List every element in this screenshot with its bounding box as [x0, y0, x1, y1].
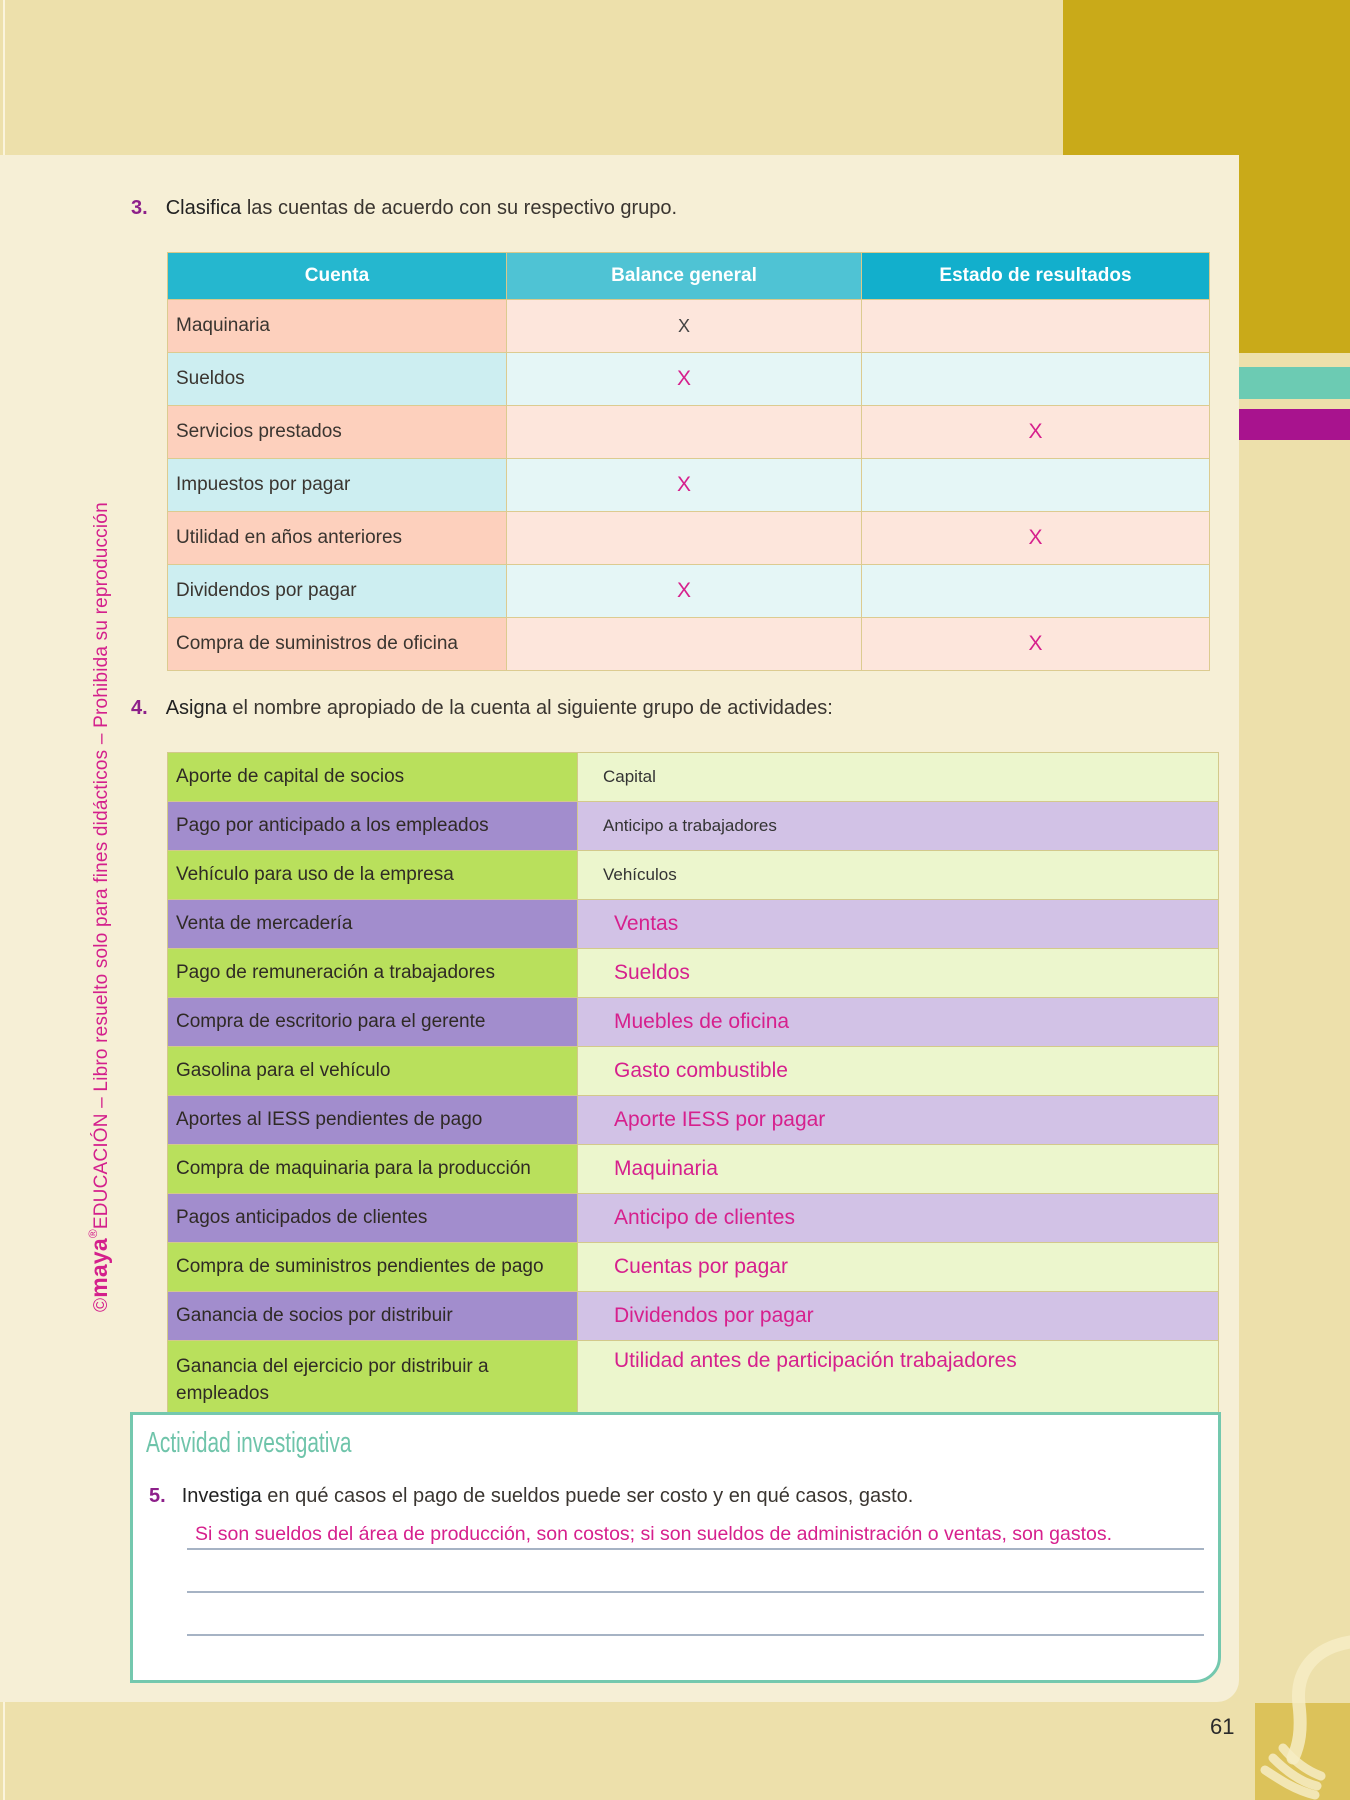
- account-assignment-table: [167, 752, 1219, 1419]
- estado-resultados-cell[interactable]: [862, 459, 1210, 512]
- balance-general-cell[interactable]: X: [507, 353, 862, 406]
- balance-general-cell[interactable]: X: [507, 300, 862, 353]
- estado-resultados-cell[interactable]: [862, 300, 1210, 353]
- activity-cell: Ganancia del ejercicio por distribuir a empleados: [168, 1341, 578, 1419]
- lightbulb-icon: [1255, 1630, 1350, 1800]
- magenta-tab: [1239, 409, 1350, 440]
- table-row: [168, 851, 1219, 900]
- table-row: [168, 998, 1219, 1047]
- table-header-row: [168, 253, 1210, 300]
- account-name-cell[interactable]: Aporte IESS por pagar: [578, 1096, 1219, 1145]
- table-row: [168, 1047, 1219, 1096]
- exercise-number: 3.: [131, 197, 148, 219]
- page-number: 61: [1210, 1714, 1235, 1739]
- account-name-cell[interactable]: Muebles de oficina: [578, 998, 1219, 1047]
- cuenta-cell: Impuestos por pagar: [168, 459, 507, 512]
- exercise-number: 4.: [131, 697, 148, 719]
- teal-tab: [1239, 367, 1350, 399]
- cuenta-cell: Dividendos por pagar: [168, 565, 507, 618]
- activity-cell: Pago por anticipado a los empleados: [168, 802, 578, 851]
- account-name-cell[interactable]: Utilidad antes de participación trabajadores: [578, 1341, 1219, 1419]
- estado-resultados-cell[interactable]: X: [862, 618, 1210, 671]
- table-row: [168, 1341, 1219, 1419]
- balance-general-cell[interactable]: [507, 406, 862, 459]
- brand-logo: maya: [86, 1238, 112, 1298]
- activity-cell: Venta de mercadería: [168, 900, 578, 949]
- table-row: [168, 1194, 1219, 1243]
- estado-resultados-cell[interactable]: [862, 565, 1210, 618]
- account-name-cell[interactable]: Sueldos: [578, 949, 1219, 998]
- table-row: [168, 1292, 1219, 1341]
- exercise-verb: Investiga: [181, 1485, 262, 1507]
- table-row: [168, 900, 1219, 949]
- balance-general-cell[interactable]: X: [507, 459, 862, 512]
- account-name-cell[interactable]: Cuentas por pagar: [578, 1243, 1219, 1292]
- activity-cell: Aporte de capital de socios: [168, 753, 578, 802]
- header-balance-general: Balance general: [507, 253, 862, 300]
- balance-general-cell[interactable]: [507, 512, 862, 565]
- header-estado-resultados: Estado de resultados: [862, 253, 1210, 300]
- balance-general-cell[interactable]: [507, 618, 862, 671]
- account-name-cell[interactable]: Anticipo de clientes: [578, 1194, 1219, 1243]
- account-name-cell[interactable]: Ventas: [578, 900, 1219, 949]
- activity-cell: Gasolina para el vehículo: [168, 1047, 578, 1096]
- estado-resultados-cell[interactable]: [862, 353, 1210, 406]
- exercise-text: en qué casos el pago de sueldos puede ser costo y en qué casos, gasto.: [261, 1485, 914, 1507]
- table-row: [168, 802, 1219, 851]
- account-name-cell[interactable]: Maquinaria: [578, 1145, 1219, 1194]
- table-row: [168, 459, 1210, 512]
- table-row: [168, 753, 1219, 802]
- cuenta-cell: Maquinaria: [168, 300, 507, 353]
- answer-line-2[interactable]: [187, 1591, 1204, 1593]
- table-row: [168, 406, 1210, 459]
- registered-mark: ®: [86, 1229, 100, 1239]
- exercise-3-instruction: [131, 197, 677, 220]
- estado-resultados-cell[interactable]: X: [862, 512, 1210, 565]
- answer-text[interactable]: Si son sueldos del área de producción, son costos; si son sueldos de administración o ventas, son gastos.: [195, 1523, 1113, 1545]
- table-row: [168, 353, 1210, 406]
- account-name-cell[interactable]: Anticipo a trabajadores: [578, 802, 1219, 851]
- exercise-4-instruction: [131, 697, 833, 720]
- activity-title: Actividad investigativa: [146, 1427, 352, 1459]
- cuenta-cell: Sueldos: [168, 353, 507, 406]
- estado-resultados-cell[interactable]: X: [862, 406, 1210, 459]
- activity-cell: Compra de maquinaria para la producción: [168, 1145, 578, 1194]
- cuenta-cell: Servicios prestados: [168, 406, 507, 459]
- table-row: [168, 949, 1219, 998]
- copyright-symbol: ©: [91, 1297, 112, 1312]
- research-activity-box: [130, 1412, 1221, 1683]
- exercise-verb: Clasifica: [165, 197, 242, 219]
- table-row: [168, 512, 1210, 565]
- watermark-text: EDUCACIÓN – Libro resuelto solo para fines didácticos – Prohibida su reproducción: [91, 502, 112, 1230]
- balance-general-cell[interactable]: X: [507, 565, 862, 618]
- account-name-cell[interactable]: Capital: [578, 753, 1219, 802]
- activity-cell: Pagos anticipados de clientes: [168, 1194, 578, 1243]
- header-cuenta: Cuenta: [168, 253, 507, 300]
- table-row: [168, 300, 1210, 353]
- activity-cell: Pago de remuneración a trabajadores: [168, 949, 578, 998]
- cuenta-cell: Compra de suministros de oficina: [168, 618, 507, 671]
- cuenta-cell: Utilidad en años anteriores: [168, 512, 507, 565]
- activity-cell: Ganancia de socios por distribuir: [168, 1292, 578, 1341]
- activity-cell: Vehículo para uso de la empresa: [168, 851, 578, 900]
- classification-table: [167, 252, 1210, 671]
- answer-line-1[interactable]: [187, 1548, 1204, 1550]
- table-row: [168, 1243, 1219, 1292]
- activity-cell: Compra de suministros pendientes de pago: [168, 1243, 578, 1292]
- exercise-text: las cuentas de acuerdo con su respectivo grupo.: [241, 197, 678, 219]
- exercise-5-instruction: [149, 1485, 913, 1508]
- answer-line-3[interactable]: [187, 1634, 1204, 1636]
- table-row: [168, 1145, 1219, 1194]
- exercise-verb: Asigna: [165, 697, 227, 719]
- activity-cell: Compra de escritorio para el gerente: [168, 998, 578, 1047]
- table-row: [168, 618, 1210, 671]
- copyright-watermark: [86, 502, 113, 1312]
- table-row: [168, 565, 1210, 618]
- table-row: [168, 1096, 1219, 1145]
- activity-cell: Aportes al IESS pendientes de pago: [168, 1096, 578, 1145]
- account-name-cell[interactable]: Vehículos: [578, 851, 1219, 900]
- exercise-number: 5.: [149, 1485, 166, 1507]
- exercise-text: el nombre apropiado de la cuenta al siguiente grupo de actividades:: [226, 697, 833, 719]
- account-name-cell[interactable]: Dividendos por pagar: [578, 1292, 1219, 1341]
- account-name-cell[interactable]: Gasto combustible: [578, 1047, 1219, 1096]
